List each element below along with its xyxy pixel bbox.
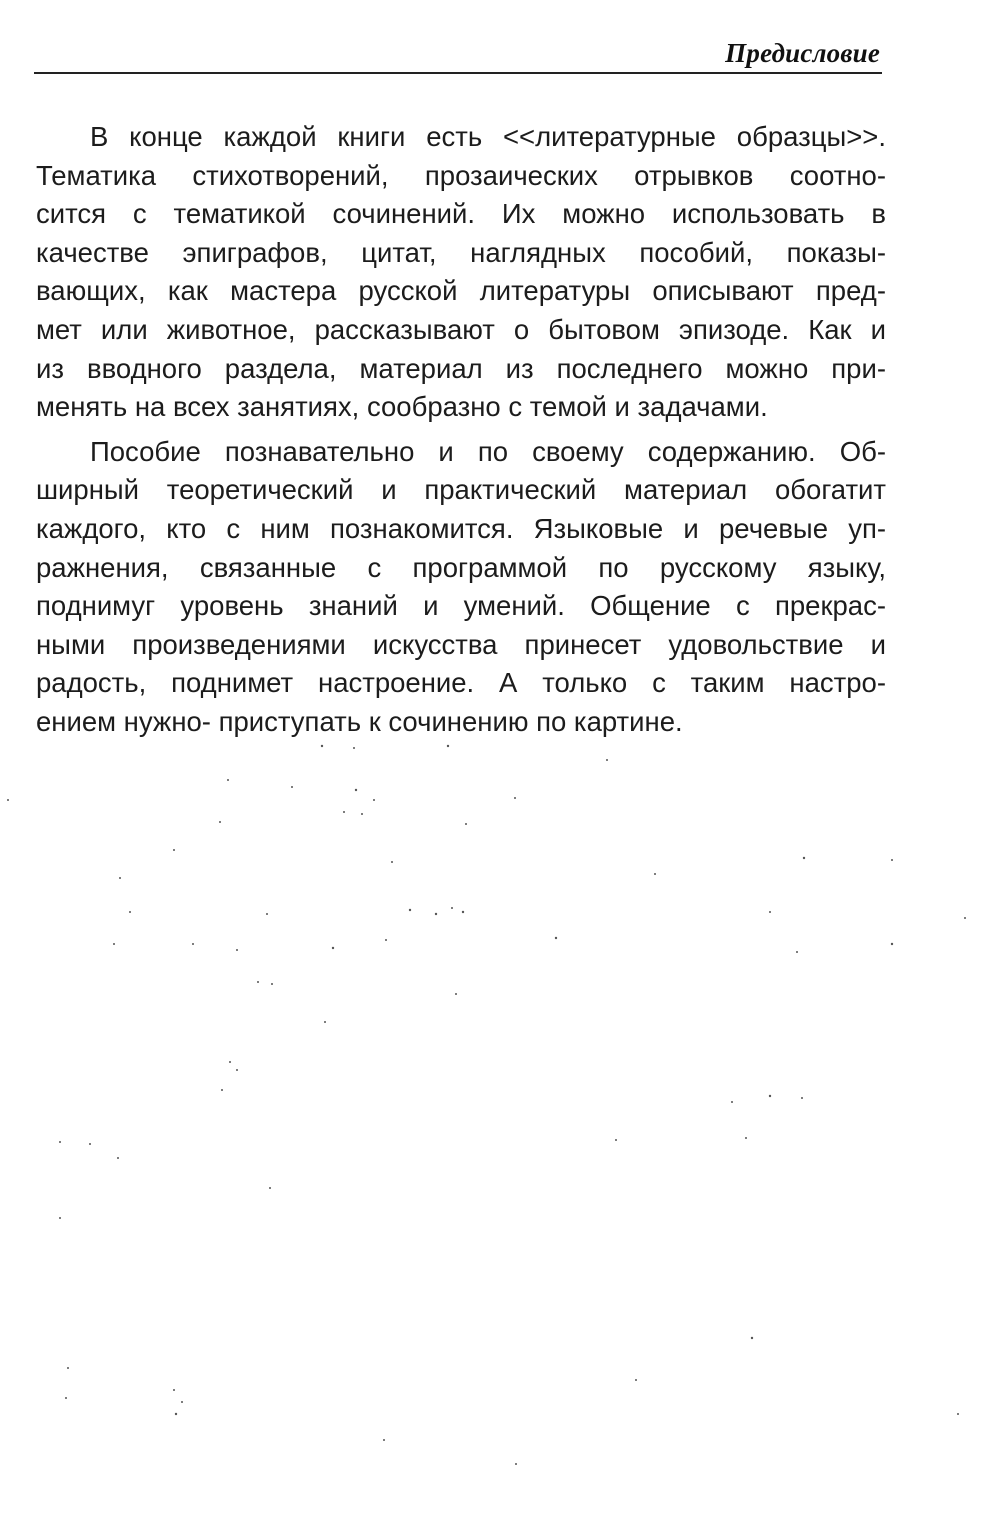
paragraph-line: Пособие познавательно и по своему содержанию. Об- [90,435,886,467]
paragraph-line: мет или животное, рассказывают о бытовом эпизоде. Как и [36,313,886,345]
paragraph-line: менять на всех занятиях, сообразно с темой и задачами. [36,391,768,423]
paragraph-line: ражнения, связанные с программой по русскому языку, [36,551,886,583]
running-header-title: Предисловие [725,38,880,68]
paragraph-line: Тематика стихотворений, прозаических отрывков соотно- [36,159,886,191]
paragraph-line: В конце каждой книги есть <<литературные образцы>>. [90,121,886,152]
paragraph-line: ением нужно- приступать к сочинению по картине. [36,705,683,737]
body-text [36,118,886,748]
paragraph-1 [36,118,886,427]
paragraph-line: ными произведениями искусства принесет удовольствие и [36,628,886,660]
paragraph-line: ширный теоретический и практический материал обогатит [36,474,886,506]
paragraph-2 [36,433,886,742]
paragraph-line: сится с тематикой сочинений. Их можно использовать в [36,198,886,230]
paragraph-line: вающих, как мастера русской литературы описывают пред- [36,275,886,307]
paragraph-line: радость, поднимет настроение. А только с таким настро- [36,667,886,699]
paragraph-line: поднимуг уровень знаний и умений. Общение с прекрас- [36,590,886,622]
header-rule [34,72,882,74]
paragraph-line: из вводного раздела, материал из последнего можно при- [36,352,886,384]
paragraph-line: каждого, кто с ним познакомится. Языковые и речевые уп- [36,512,886,544]
paragraph-line: качестве эпиграфов, цитат, наглядных пособий, показы- [36,236,886,268]
